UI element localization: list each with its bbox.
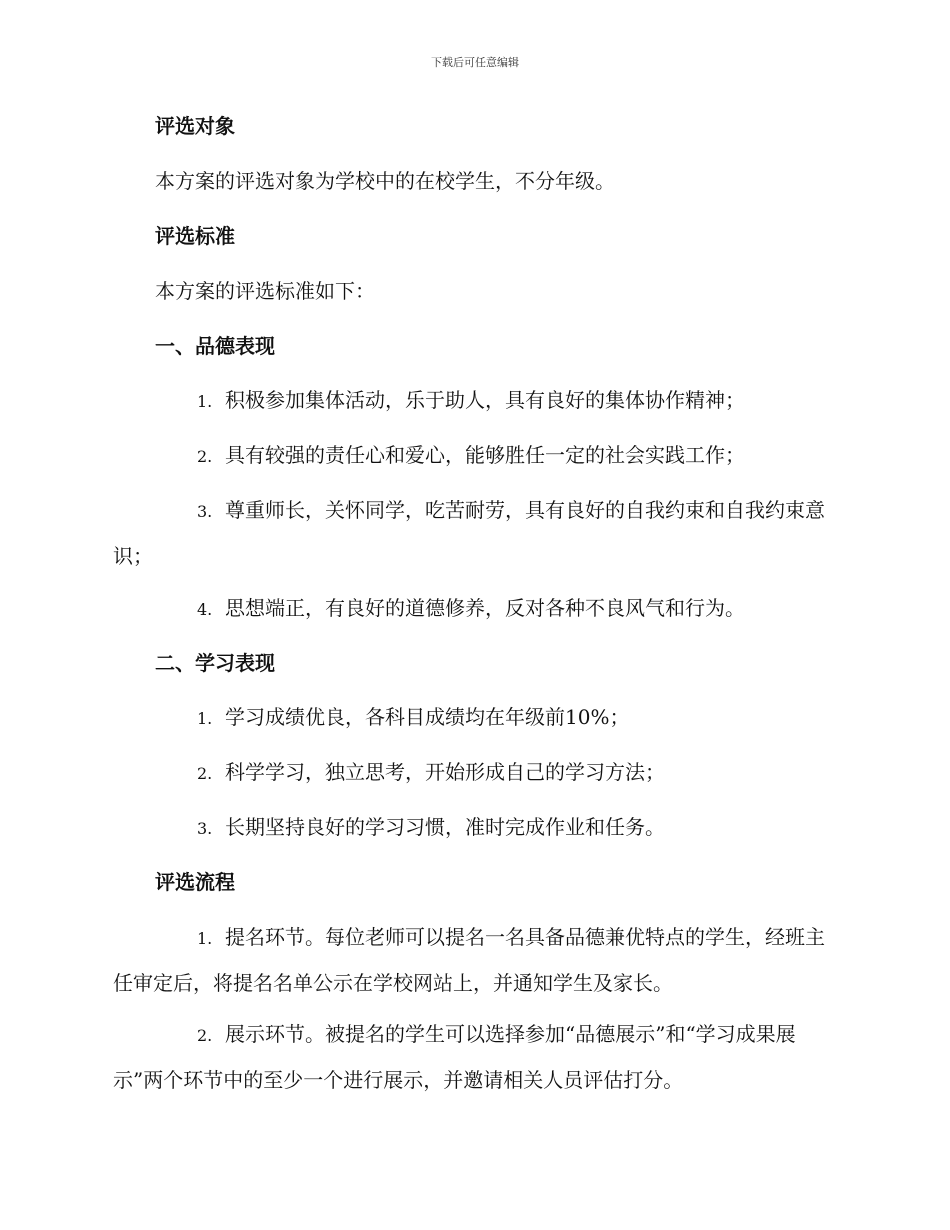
- section-title-moral: 一、品德表现: [155, 334, 275, 358]
- list-item-text: 积极参加集体活动，乐于助人，具有良好的集体协作精神；: [225, 388, 745, 412]
- paragraph-criteria-intro: 本方案的评选标准如下：: [155, 279, 375, 303]
- list-item-number: 2.: [197, 447, 213, 466]
- list-item: [113, 915, 838, 1005]
- list-item: [113, 488, 838, 578]
- section-title-study: 二、学习表现: [155, 651, 275, 675]
- list-item: [113, 433, 838, 479]
- page-header: 下载后可任意编辑: [431, 56, 519, 69]
- list-item-text: 具有较强的责任心和爱心，能够胜任一定的社会实践工作；: [225, 443, 745, 467]
- section-title-criteria: 评选标准: [155, 224, 235, 248]
- list-item-number: 4.: [197, 600, 213, 619]
- list-item: [113, 750, 838, 796]
- list-item-number: 2.: [197, 764, 213, 783]
- list-item-text: 学习成绩优良，各科目成绩均在年级前10%；: [225, 705, 630, 729]
- list-item-number: 1.: [197, 709, 213, 728]
- list-item-text: 思想端正，有良好的道德修养，反对各种不良风气和行为。: [225, 596, 745, 620]
- list-item-number: 2.: [197, 1026, 213, 1045]
- list-item-number: 3.: [197, 502, 213, 521]
- section-title-process: 评选流程: [155, 870, 235, 894]
- list-item-number: 1.: [197, 392, 213, 411]
- list-item: [113, 586, 838, 632]
- list-item-text: 科学学习，独立思考，开始形成自己的学习方法；: [225, 760, 665, 784]
- list-item-number: 1.: [197, 929, 213, 948]
- list-item-text: 长期坚持良好的学习习惯，准时完成作业和任务。: [225, 815, 665, 839]
- list-item: [113, 1012, 838, 1102]
- list-item-text: 展示环节。被提名的学生可以选择参加“品德展示”和“学习成果展示”两个环节中的至少一个进行展示，并邀请相关人员评估打分。: [113, 1022, 796, 1092]
- list-item: [113, 805, 838, 851]
- paragraph-target: 本方案的评选对象为学校中的在校学生，不分年级。: [155, 169, 615, 193]
- list-item: [113, 695, 838, 741]
- list-item-text: 尊重师长，关怀同学，吃苦耐劳，具有良好的自我约束和自我约束意识；: [113, 498, 825, 568]
- list-item-text: 提名环节。每位老师可以提名一名具备品德兼优特点的学生，经班主任审定后，将提名名单公示在学校网站上，并通知学生及家长。: [113, 925, 825, 995]
- list-item: [113, 378, 838, 424]
- list-item-number: 3.: [197, 819, 213, 838]
- section-title-target: 评选对象: [155, 114, 235, 138]
